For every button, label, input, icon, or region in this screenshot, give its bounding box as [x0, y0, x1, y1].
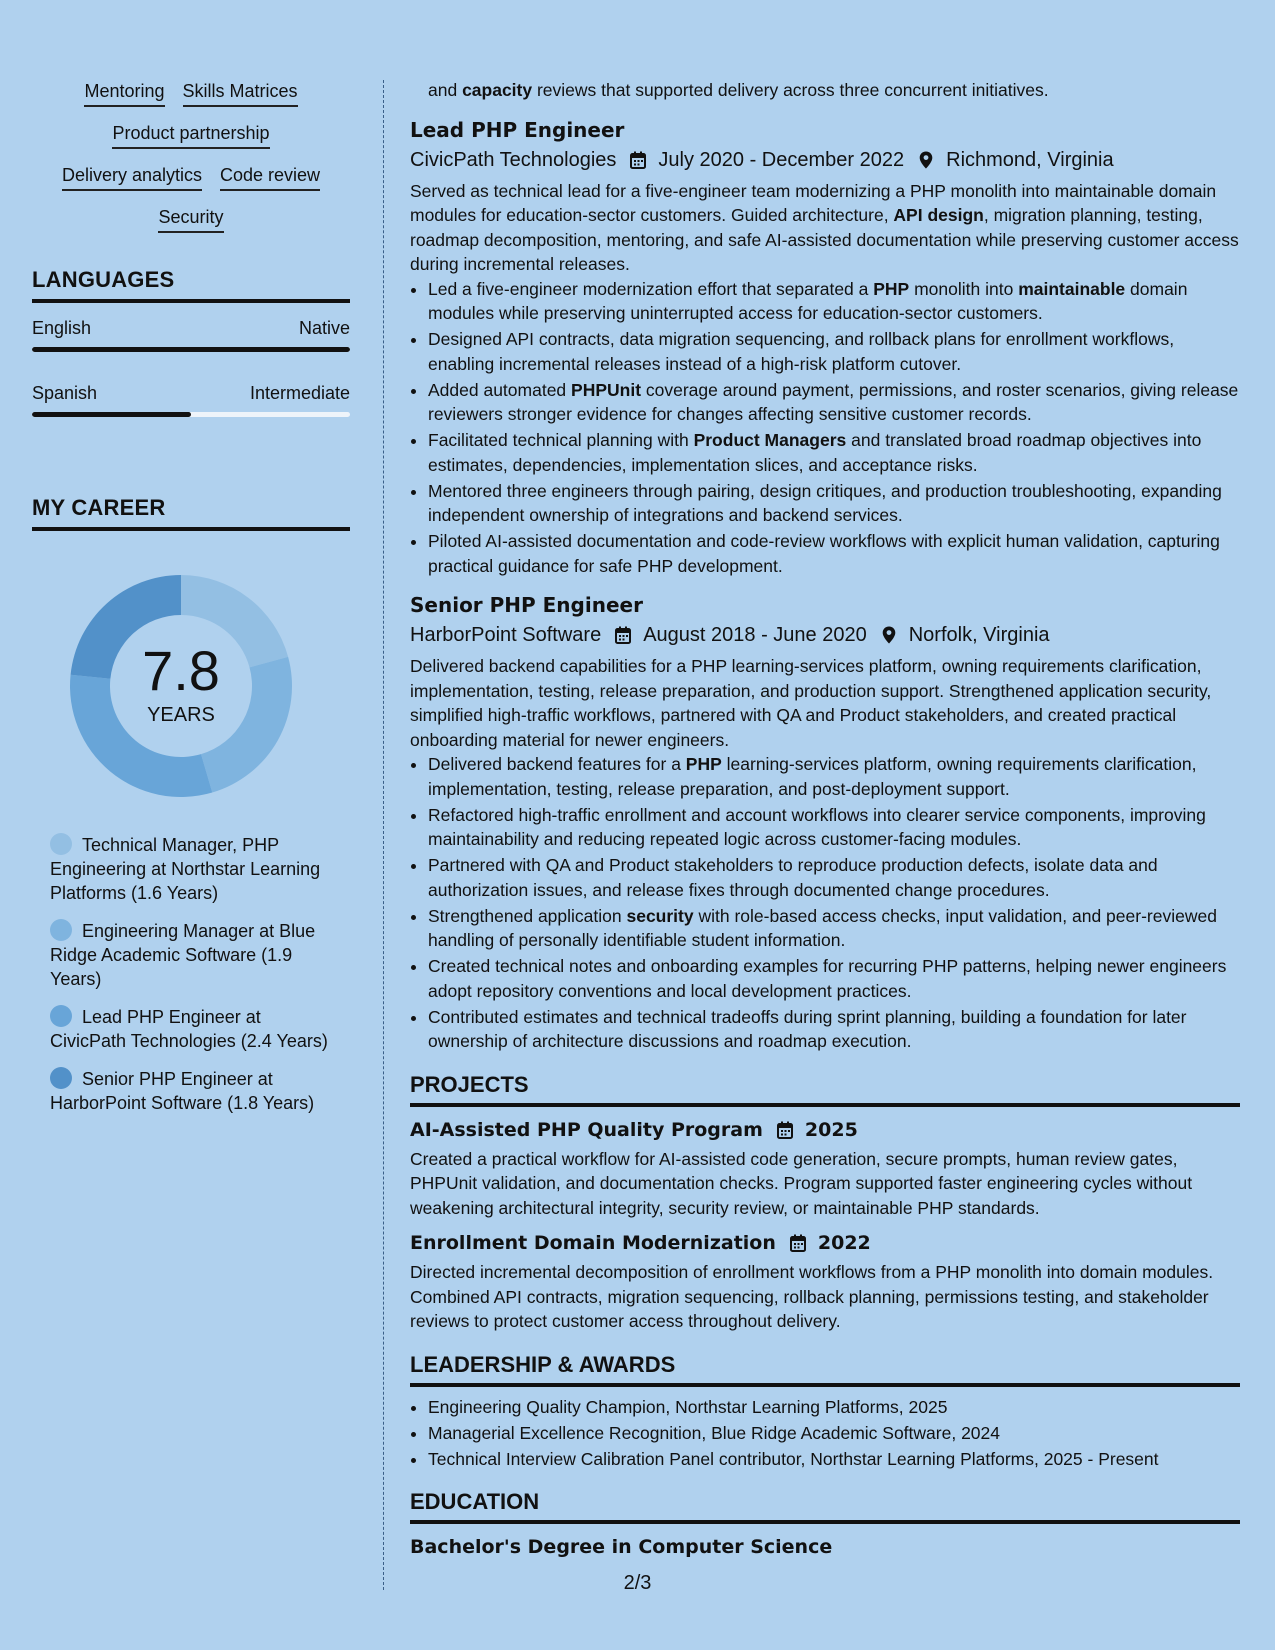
- skill-row: [32, 80, 350, 107]
- job-meta: [410, 622, 1240, 648]
- languages-section: [32, 267, 350, 417]
- main-content: [410, 78, 1240, 1560]
- skill-tag: Skills Matrices: [183, 80, 298, 107]
- legend-label: Lead PHP Engineer at CivicPath Technologies (2.4 Years): [50, 1007, 328, 1051]
- skills-list: [32, 80, 350, 233]
- skill-tag: Product partnership: [112, 122, 269, 149]
- job-bullet: • Designed API contracts, data migration sequencing, and rollback plans for enrollment workflows, enabling incremental releases instead of a high-risk platform cutover.: [428, 327, 1240, 376]
- career-title: MY CAREER: [32, 495, 350, 531]
- skill-tag: Code review: [220, 164, 320, 191]
- awards-list: [410, 1395, 1240, 1472]
- language-bar-fill: [32, 347, 350, 352]
- job-bullet: • Added automated PHPUnit coverage around payment, permissions, and roster scenarios, giving release reviewers stronger evidence for changes affecting sensitive customer records.: [428, 378, 1240, 427]
- career-total-unit: YEARS: [147, 704, 215, 726]
- job-bullet: • Created technical notes and onboarding examples for recurring PHP patterns, helping newer engineers adopt repository conventions and local development practices.: [428, 954, 1240, 1003]
- language-bar: [32, 347, 350, 352]
- job-bullet: • Mentored three engineers through pairing, design critiques, and production troubleshooting, expanding independent ownership of integrations and backend services.: [428, 479, 1240, 528]
- language-level: Intermediate: [249, 383, 350, 403]
- job-entry: [410, 117, 1240, 579]
- job-title: Lead PHP Engineer: [410, 117, 625, 142]
- column-divider: [383, 80, 384, 1590]
- calendar-icon: [613, 625, 633, 645]
- projects-section: [410, 1072, 1240, 1334]
- map-pin-icon: [879, 625, 899, 645]
- projects-title: PROJECTS: [410, 1072, 1240, 1107]
- awards-section: [410, 1352, 1240, 1472]
- languages-title: LANGUAGES: [32, 267, 350, 303]
- legend-label: Technical Manager, PHP Engineering at Northstar Learning Platforms (1.6 Years): [50, 835, 321, 903]
- company-name: CivicPath Technologies: [410, 148, 617, 171]
- job-bullet: • Led a five-engineer modernization effort that separated a PHP monolith into maintainable domain modules while preserving uninterrupted access for education-sector customers.: [428, 277, 1240, 326]
- language-bar-fill: [32, 412, 191, 417]
- project-entry: [410, 1117, 1240, 1221]
- project-header: [410, 1117, 1240, 1143]
- project-name: Enrollment Domain Modernization: [410, 1232, 776, 1254]
- project-year: 2025: [804, 1118, 858, 1141]
- legend-dot: [50, 833, 72, 855]
- calendar-icon: [788, 1233, 808, 1253]
- job-bullet: • Refactored high-traffic enrollment and account workflows into clearer service components, improving maintainability and reducing repeated logic across customer-facing modules.: [428, 803, 1240, 852]
- legend-item: [50, 919, 340, 991]
- page-number: 2/3: [623, 1572, 652, 1594]
- award-item: • Managerial Excellence Recognition, Blue Ridge Academic Software, 2024: [428, 1421, 1240, 1446]
- legend-item: [50, 1005, 340, 1053]
- language-item: [32, 317, 350, 352]
- skill-tag: Security: [158, 206, 223, 233]
- project-description: Created a practical workflow for AI-assisted code generation, secure prompts, human review gates, PHPUnit validation, and documentation checks. Program supported faster engineering cycles without weakening architectural integrity, security review, or maintainable PHP standards.: [410, 1148, 1193, 1218]
- degree-title: Bachelor's Degree in Computer Science: [410, 1536, 833, 1558]
- job-bullet: • Strengthened application security with role-based access checks, input validation, and peer-reviewed handling of personally identifiable student information.: [428, 904, 1240, 953]
- career-legend: [50, 833, 340, 1115]
- language-name: Spanish: [32, 383, 98, 403]
- project-description: Directed incremental decomposition of enrollment workflows from a PHP monolith into domain modules. Combined API contracts, migration sequencing, rollback planning, permissions testing, and stakeholder reviews to protect customer access throughout delivery.: [410, 1262, 1214, 1331]
- language-name: English: [32, 318, 92, 338]
- sidebar: [32, 80, 350, 1129]
- legend-dot: [50, 919, 72, 941]
- awards-title: LEADERSHIP & AWARDS: [410, 1352, 1240, 1387]
- legend-label: Engineering Manager at Blue Ridge Academic Software (1.9 Years): [50, 921, 316, 989]
- skill-tag: Mentoring: [84, 80, 164, 107]
- job-bullet: • Piloted AI-assisted documentation and code-review workflows with explicit human validation, capturing practical guidance for safe PHP development.: [428, 529, 1240, 578]
- map-pin-icon: [916, 150, 936, 170]
- project-header: [410, 1230, 1240, 1256]
- skill-row: [32, 164, 350, 191]
- education-section: [410, 1489, 1240, 1560]
- skill-row: [32, 122, 350, 149]
- job-location: Richmond, Virginia: [946, 148, 1114, 171]
- legend-dot: [50, 1005, 72, 1027]
- project-name: AI-Assisted PHP Quality Program: [410, 1118, 763, 1141]
- job-bullet: • Facilitated technical planning with Product Managers and translated broad roadmap objectives into estimates, dependencies, implementation slices, and acceptance risks.: [428, 428, 1240, 477]
- job-bullet: • Contributed estimates and technical tradeoffs during sprint planning, building a foundation for later ownership of architecture discussions and roadmap execution.: [428, 1005, 1240, 1054]
- language-level: Native: [298, 318, 350, 338]
- job-bullets: [410, 752, 1240, 1054]
- project-entry: [410, 1230, 1240, 1334]
- award-item: • Technical Interview Calibration Panel contributor, Northstar Learning Platforms, 2025 - Present: [428, 1447, 1240, 1472]
- award-item: • Engineering Quality Champion, Northstar Learning Platforms, 2025: [428, 1395, 1240, 1420]
- job-meta: [410, 147, 1240, 173]
- education-title: EDUCATION: [410, 1489, 1240, 1524]
- skill-row: [32, 206, 350, 233]
- job-bullet: • Partnered with QA and Product stakeholders to reproduce production defects, isolate data and authorization issues, and release fixes through documented change procedures.: [428, 853, 1240, 902]
- continued-bullet: and capacity reviews that supported delivery across three concurrent initiatives.: [428, 80, 1049, 100]
- project-year: 2022: [817, 1232, 871, 1254]
- job-location: Norfolk, Virginia: [908, 624, 1050, 646]
- skill-tag: Delivery analytics: [62, 164, 202, 191]
- language-bar: [32, 412, 350, 417]
- career-donut-chart: [66, 571, 296, 801]
- job-summary: Served as technical lead for a five-engineer team modernizing a PHP monolith into maintainable domain modules for education-sector customers. Guided architecture, API design, migration planning, testing, roadmap decomposition, mentoring, and safe AI-assisted documentation while preserving customer access during incremental releases.: [410, 180, 1239, 274]
- job-summary: Delivered backend capabilities for a PHP learning-services platform, owning requirements clarification, implementation, testing, release preparation, and production support. Strengthened application security, simplified high-traffic workflows, partnered with QA and Product stakeholders, and created practical onboarding material for newer engineers.: [410, 656, 1212, 750]
- career-section: [32, 495, 350, 1115]
- language-item: [32, 382, 350, 417]
- calendar-icon: [628, 150, 648, 170]
- job-entry: [410, 592, 1240, 1054]
- career-total-years: 7.8: [142, 639, 220, 702]
- legend-item: [50, 833, 340, 905]
- company-name: HarborPoint Software: [410, 624, 602, 646]
- job-dates: August 2018 - June 2020: [643, 624, 867, 646]
- job-title: Senior PHP Engineer: [410, 593, 643, 617]
- legend-label: Senior PHP Engineer at HarborPoint Software (1.8 Years): [50, 1069, 315, 1113]
- job-bullets: [410, 277, 1240, 579]
- legend-item: [50, 1067, 340, 1115]
- job-bullet: • Delivered backend features for a PHP learning-services platform, owning requirements clarification, implementation, testing, release preparation, and post-deployment support.: [428, 752, 1240, 801]
- legend-dot: [50, 1067, 72, 1089]
- calendar-icon: [775, 1120, 795, 1140]
- donut-center: [66, 571, 296, 801]
- job-dates: July 2020 - December 2022: [658, 148, 905, 171]
